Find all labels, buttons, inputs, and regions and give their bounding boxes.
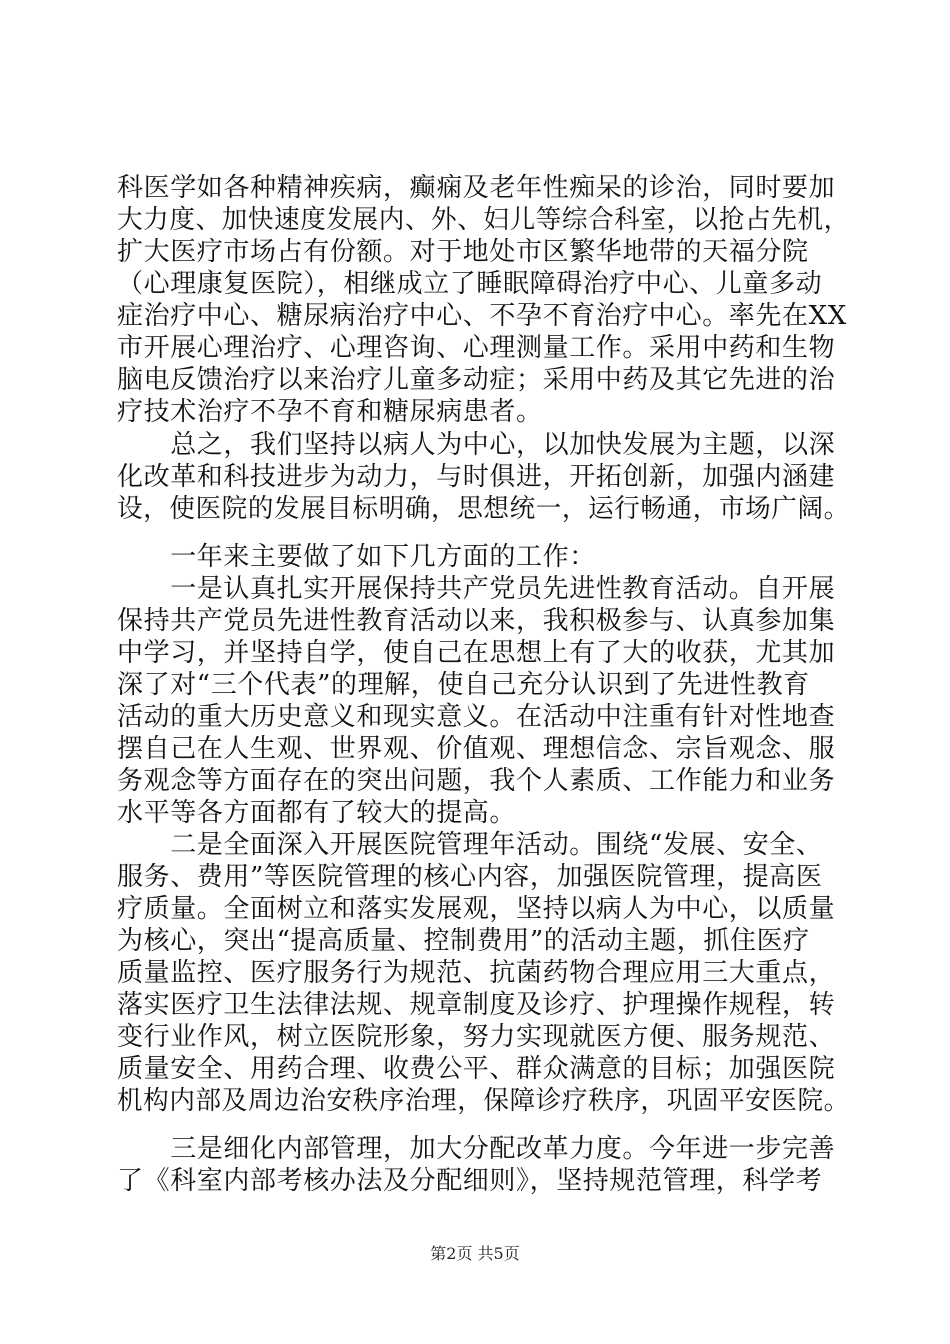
text-line: 质量安全、用药合理、收费公平、群众满意的目标；加强医院 <box>117 1054 836 1084</box>
text-line: 总之，我们坚持以病人为中心，以加快发展为主题，以深 <box>117 430 836 460</box>
text-line: 变行业作风，树立医院形象，努力实现就医方便、服务规范、 <box>117 1022 836 1052</box>
text-line: 了《科室内部考核办法及分配细则》，坚持规范管理，科学考 <box>117 1166 823 1196</box>
text-line: 大力度、加快速度发展内、外、妇儿等综合科室，以抢占先机， <box>117 205 850 235</box>
text-line: 设，使医院的发展目标明确，思想统一，运行畅通，市场广阔。 <box>117 494 850 524</box>
text-line: 机构内部及周边治安秩序治理，保障诊疗秩序，巩固平安医院。 <box>117 1086 850 1116</box>
page-number-footer: 第2页 共5页 <box>430 1244 520 1263</box>
text-line: 扩大医疗市场占有份额。对于地处市区繁华地带的天福分院 <box>117 237 809 267</box>
text-line: 三是细化内部管理，加大分配改革力度。今年进一步完善 <box>117 1134 836 1164</box>
text-line: 为核心，突出“提高质量、控制费用”的活动主题，抓住医疗 <box>117 926 810 956</box>
text-line: 二是全面深入开展医院管理年活动。围绕“发展、安全、 <box>117 830 823 860</box>
text-line: 落实医疗卫生法律法规、规章制度及诊疗、护理操作规程，转 <box>117 990 836 1020</box>
text-line: 摆自己在人生观、世界观、价值观、理想信念、宗旨观念、服 <box>117 734 836 764</box>
text-line: 疗技术治疗不孕不育和糖尿病患者。 <box>117 397 543 427</box>
text-line: 保持共产党员先进性教育活动以来，我积极参与、认真参加集 <box>117 606 836 636</box>
text-line: 中学习，并坚持自学，使自己在思想上有了大的收获，尤其加 <box>117 638 836 668</box>
text-line: 质量监控、医疗服务行为规范、抗菌药物合理应用三大重点， <box>117 958 836 988</box>
text-line: 服务、费用”等医院管理的核心内容，加强医院管理，提高医 <box>117 862 823 892</box>
text-line: 一年来主要做了如下几方面的工作： <box>117 542 596 572</box>
text-line: 疗质量。全面树立和落实发展观，坚持以病人为中心，以质量 <box>117 894 836 924</box>
text-line: 科医学如各种精神疾病，癫痫及老年性痴呆的诊治，同时要加 <box>117 173 836 203</box>
text-line: 水平等各方面都有了较大的提高。 <box>117 798 517 828</box>
text-line: 市开展心理治疗、心理咨询、心理测量工作。采用中药和生物 <box>117 333 836 363</box>
text-line: 务观念等方面存在的突出问题，我个人素质、工作能力和业务 <box>117 766 836 796</box>
text-line: 症治疗中心、糖尿病治疗中心、不孕不育治疗中心。率先在XX <box>117 301 847 331</box>
text-line: 一是认真扎实开展保持共产党员先进性教育活动。自开展 <box>117 574 836 604</box>
text-line: （心理康复医院），相继成立了睡眠障碍治疗中心、儿童多动 <box>117 269 823 299</box>
text-line: 活动的重大历史意义和现实意义。在活动中注重有针对性地查 <box>117 702 836 732</box>
text-line: 化改革和科技进步为动力，与时俱进，开拓创新，加强内涵建 <box>117 462 836 492</box>
text-line: 深了对“三个代表”的理解，使自己充分认识到了先进性教育 <box>117 670 810 700</box>
text-line: 脑电反馈治疗以来治疗儿童多动症；采用中药及其它先进的治 <box>117 365 836 395</box>
